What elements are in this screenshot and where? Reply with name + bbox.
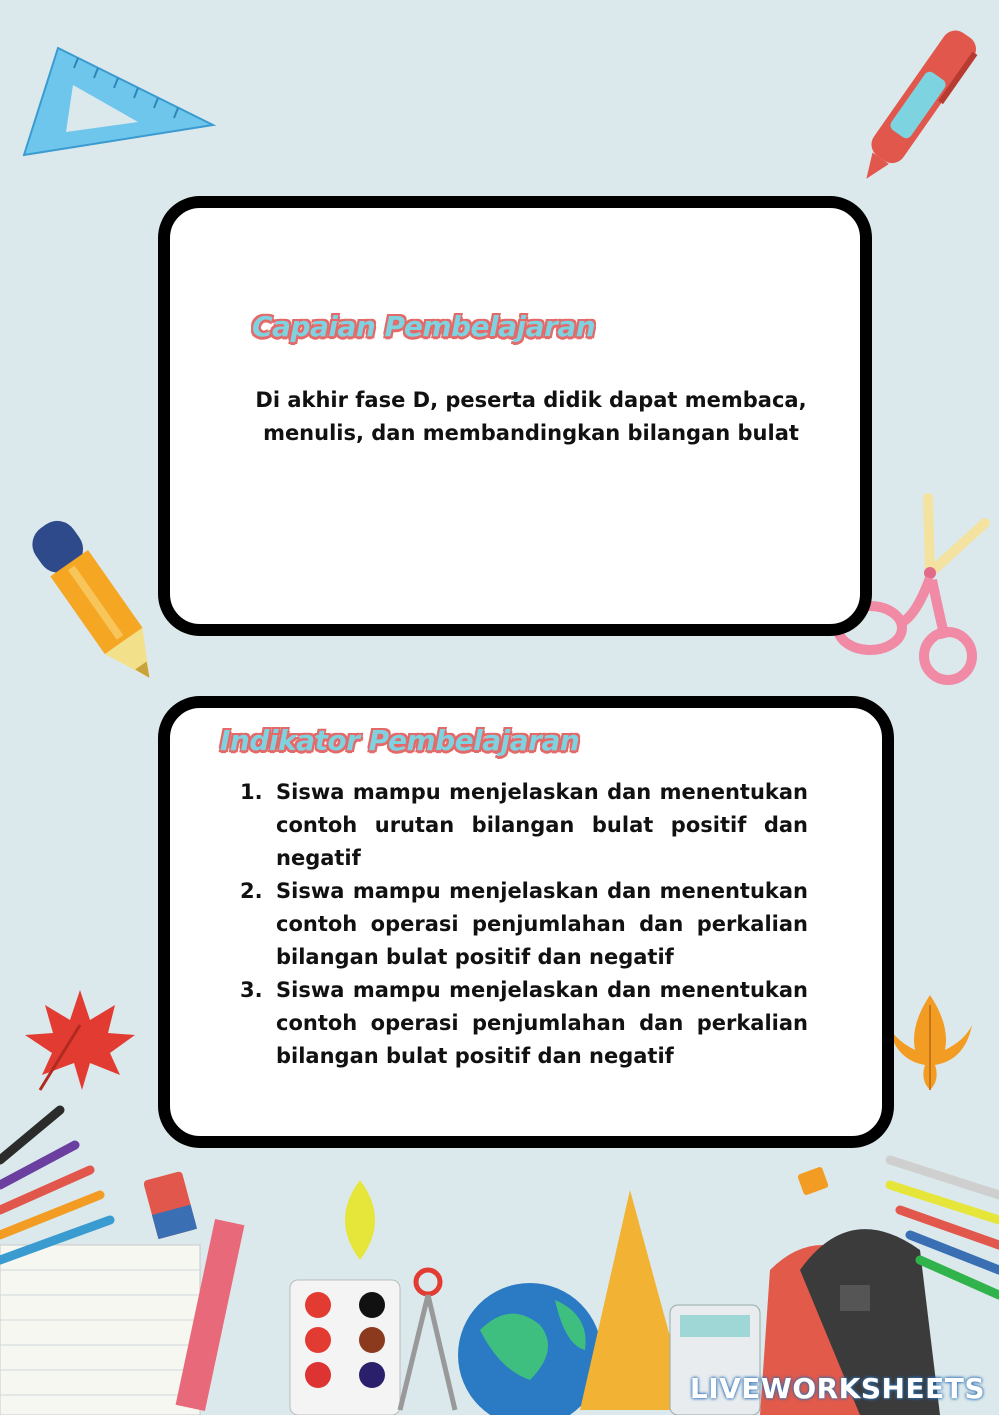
list-item-number: 1. [240,780,263,804]
list-item-text: Siswa mampu menjelaskan dan menentukan contoh operasi penjumlahan dan perkalian bilangan bulat positif dan negatif [276,879,808,969]
indikator-title: Indikator Pembelajaran [220,724,580,757]
list-item-number: 2. [240,879,263,903]
indikator-list [240,776,808,1073]
autumn-leaf-icon [880,985,980,1095]
capaian-text: Di akhir fase D, peserta didik dapat membaca, menulis, dan membandingkan bilangan bulat [255,388,807,445]
list-item-number: 3. [240,978,263,1002]
list-item [240,776,808,875]
pencil-icon [10,500,180,700]
liveworksheets-watermark: LIVEWORKSHEETS [689,1372,985,1405]
pen-icon [848,10,988,200]
set-square-icon [18,40,218,160]
capaian-card [158,196,872,636]
list-item [240,974,808,1073]
capaian-title: Capaian Pembelajaran [252,310,596,343]
list-item-text: Siswa mampu menjelaskan dan menentukan contoh urutan bilangan bulat positif dan negatif [276,780,808,870]
maple-leaf-icon [20,985,140,1095]
list-item-text: Siswa mampu menjelaskan dan menentukan contoh operasi penjumlahan dan perkalian bilangan bulat positif dan negatif [276,978,808,1068]
list-item [240,875,808,974]
indikator-card [158,696,894,1148]
